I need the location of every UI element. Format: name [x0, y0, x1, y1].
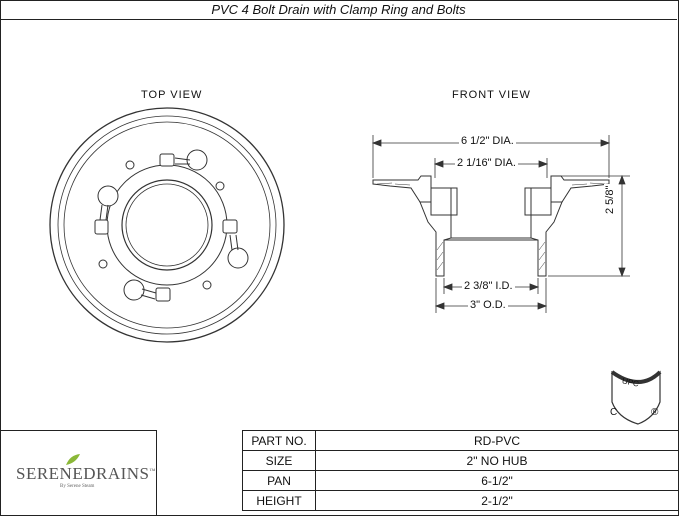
- logo-tagline: By Serene Steam: [60, 484, 95, 489]
- dim-id: 2 3/8" I.D.: [464, 280, 513, 292]
- spec-value: 6-1/2": [316, 471, 679, 491]
- dim-height: 2 5/8": [604, 185, 616, 214]
- bolt-bottom: [124, 280, 170, 301]
- top-view-label: TOP VIEW: [141, 89, 203, 101]
- dim-outer-diameter: 6 1/2" DIA.: [461, 135, 514, 147]
- spec-label: PART NO.: [243, 431, 316, 451]
- table-row: [243, 491, 679, 511]
- spec-value: 2" NO HUB: [316, 451, 679, 471]
- logo-name: SERENEDRAINS™: [16, 464, 156, 483]
- logo-box: [0, 430, 157, 515]
- table-row: [243, 451, 679, 471]
- bolt-right: [223, 220, 248, 268]
- cert-r: ®: [651, 407, 659, 418]
- spec-label: HEIGHT: [243, 491, 316, 511]
- table-row: [243, 431, 679, 451]
- front-view-label: FRONT VIEW: [452, 89, 531, 101]
- top-view-drawing: [50, 108, 284, 342]
- spec-label: SIZE: [243, 451, 316, 471]
- spec-table: [242, 430, 679, 511]
- front-view-drawing: [373, 176, 609, 276]
- dim-od: 3" O.D.: [470, 299, 506, 311]
- bolt-left: [95, 186, 118, 234]
- spec-value: 2-1/2": [316, 491, 679, 511]
- spec-value: RD-PVC: [316, 431, 679, 451]
- drawing-title: PVC 4 Bolt Drain with Clamp Ring and Bolts: [0, 0, 677, 20]
- spec-label: PAN: [243, 471, 316, 491]
- table-row: [243, 471, 679, 491]
- cert-c: C: [610, 407, 618, 418]
- upc-mark: UPC: [621, 376, 640, 389]
- dim-inner-diameter: 2 1/16" DIA.: [457, 157, 516, 169]
